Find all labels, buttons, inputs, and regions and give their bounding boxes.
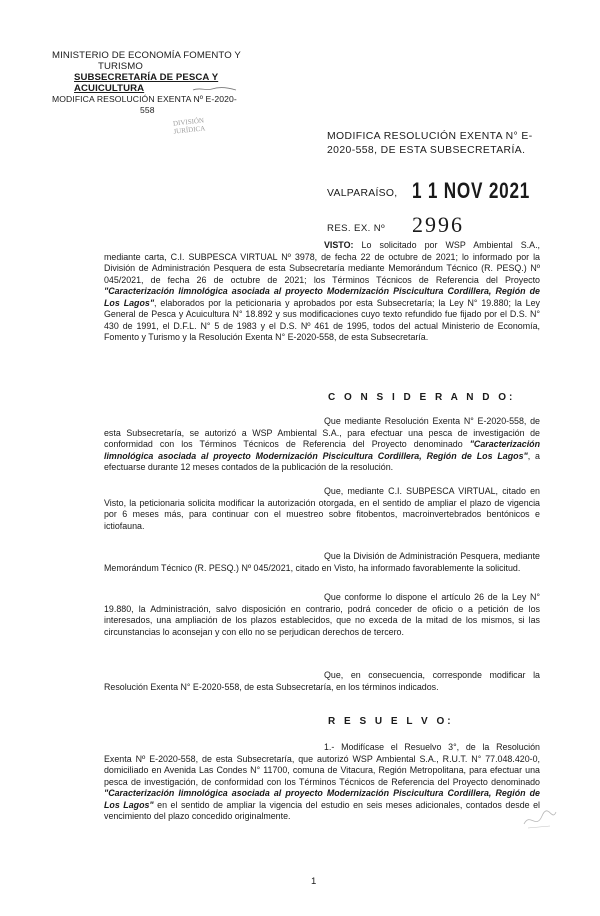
visto-label: VISTO: — [324, 240, 354, 250]
resuelvo-1: 1.- Modifícase el Resuelvo 3°, de la Resolución Exenta Nº E-2020-558, de esta Subsecretaría, que autorizó WSP Ambiental S.A., R.U.T. N° 77.048.420-0, domiciliado en Avenida Las Condes N° 11700, comuna de Vitacura, Región Metropolitana, para efectuar una pesca de investigación, de conformidad con los Términos Técnicos de Referencia del Proyecto denominado "Caracterización limnológica asociada al proyecto Modernización Piscicultura Cordillera, Región de Los Lagos" en el sentido de ampliar la vigencia del estudio en seis meses adicionales, contados desde el vencimiento del plazo concedido originalmente. — [104, 742, 540, 821]
subsecretaria-line: SUBSECRETARÍA DE PESCA Y — [74, 72, 219, 83]
considerando-2: Que, mediante C.I. SUBPESCA VIRTUAL, citado en Visto, la peticionaria solicita modificar la autorización otorgada, en el sentido de ampliar el plazo de vigencia por 6 meses más, para continuar con el muestreo sobre fitobentos, macroinvertebrados bentónicos e ictiofauna. — [104, 486, 540, 531]
page-number: 1 — [311, 876, 317, 887]
resuelvo-heading: R E S U E L V O: — [328, 716, 454, 727]
reference-line: MODIFICA RESOLUCIÓN EXENTA Nº E-2020- — [52, 94, 237, 104]
ministry-line: MINISTERIO DE ECONOMÍA FOMENTO Y — [52, 50, 241, 61]
document-title: MODIFICA RESOLUCIÓN EXENTA N° E-2020-558, DE ESTA SUBSECRETARÍA. — [327, 131, 533, 156]
considerando-1: Que mediante Resolución Exenta N° E-2020-558, de esta Subsecretaría, se autorizó a WSP Ambiental S.A., para efectuar una pesca de investigación de conformidad con los Términos Técnicos de Referencia del Proyecto denominado "Caracterización limnológica asociada al proyecto Modernización Piscicultura Cordillera, Región de Los Lagos", a efectuarse durante 12 meses contados de la publicación de la resolución. — [104, 416, 541, 472]
visto-paragraph: VISTO: Lo solicitado por WSP Ambiental S.A., mediante carta, C.I. SUBPESCA VIRTUAL Nº 3978, de fecha 22 de octubre de 2021; lo informado por la División de Administración Pesquera de esta Subsecretaría mediante Memorándum Técnico (R. PESQ.) Nº 045/2021, de fecha 26 de octubre de 2021; los Términos Técnicos de Referencia del Proyecto "Caracterización limnológica asociada al proyecto Modernización Piscicultura Cordillera, Región de Los Lagos", elaborados por la peticionaria y aprobados por esta Subsecretaría; la Ley N° 19.880; la Ley General de Pesca y Acuicultura N° 18.892 y sus modificaciones cuyo texto refundido fue fijado por el D.S. N° 430 de 1991, el D.F.L. N° 5 de 1983 y el D.S. Nº 461 de 1995, todos del actual Ministerio de Economía, Fomento y Turismo y la Resolución Exenta N° E-2020-558, de esta Subsecretaría. — [104, 240, 541, 342]
initials-mark — [520, 804, 560, 834]
division-stamp: DIVISIÓN JURÍDICA — [172, 116, 206, 136]
scribble-mark — [192, 86, 238, 92]
issuer-header — [52, 50, 252, 116]
considerando-5: Que, en consecuencia, corresponde modificar la Resolución Exenta N° E-2020-558, de esta Subsecretaría, en los términos indicados. — [104, 670, 540, 692]
ministry-line-2: TURISMO — [98, 61, 143, 72]
subsecretaria-line-2: ACUICULTURA — [74, 83, 145, 94]
reference-line-2: 558 — [140, 105, 155, 115]
considerando-4: Que conforme lo dispone el artículo 26 de la Ley N° 19.880, la Administración, salvo disposición en contrario, podrá conceder de oficio o a petición de los interesados, una ampliación de los plazos establecidos, que no exceda de la mitad de los mismos, si las circunstancias lo aconsejan y con ello no se perjudican derechos de tercero. — [104, 592, 540, 637]
resolution-label: RES. EX. Nº — [327, 223, 386, 234]
place-label: VALPARAÍSO, — [327, 188, 398, 199]
date-stamp: 1 1 NOV 2021 — [412, 178, 531, 203]
considerando-heading: C O N S I D E R A N D O: — [328, 392, 516, 403]
resolution-number: 2996 — [412, 212, 464, 237]
considerando-3: Que la División de Administración Pesquera, mediante Memorándum Técnico (R. PESQ.) Nº 045/2021, citado en Visto, ha informado favorablemente la solicitud. — [104, 551, 540, 573]
